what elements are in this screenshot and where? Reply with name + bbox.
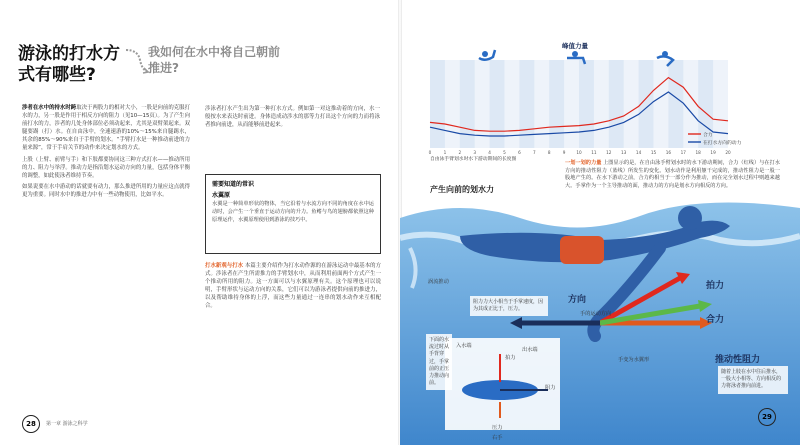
chart-stripe	[579, 60, 594, 148]
chart-x-tick-label: 10	[576, 150, 582, 155]
page-title: 游泳的打水方式有哪些?	[18, 44, 120, 85]
chapter-label: 第一章 游泳之科学	[46, 421, 88, 427]
chart-title: 峰值力量	[562, 42, 588, 50]
swimmer-head	[678, 206, 702, 230]
caption-lead: 一划一划的力量	[565, 160, 602, 166]
lift-small-label: 拍力	[505, 355, 516, 361]
chart-stripe	[609, 60, 624, 148]
chart-x-tick-label: 14	[635, 150, 642, 155]
paragraph: 如果说要在水中游动的话就要有动力，那么推进所用的力量应这点就得更为重要。同时水中的推进力中有一些动物使用，比如平水。	[22, 183, 190, 198]
page-number: 29	[758, 408, 776, 426]
chart-stripe	[430, 60, 445, 148]
paragraph-body: 本篇主要介绍作为打水动作源的在游泳运动中最基本的方式。涉泳者在产生所需推力的手臂划水中，从而利用前面两个方式产生一个推动所用的阻力。这一方面可以与水翼原理有关。这个原理也可以说明，手臂形状与运动方向的关系，它们可以为游泳者提供向前的推进力，以及帮助维持身体的上浮，而这些力量通过一连串的划水动作来互相配合。	[205, 263, 381, 310]
outflow-label: 出水端	[522, 347, 538, 353]
chart-stripe	[549, 60, 564, 148]
curved-arrow-icon	[124, 46, 150, 76]
swim-trunks	[560, 236, 604, 264]
paragraph: 上股（上臂、前臂与手）和下肢都要协同这三种方式打水——推动所用的力、阻力与举浮。推动力是指沿划水运动方向的力量，包括身体平衡的调整，如此使泳者维持节奏。	[22, 156, 190, 179]
chart-x-tick-label: 11	[591, 150, 597, 155]
inflow-label: 入水端	[456, 343, 472, 349]
chart-x-tick-label: 13	[621, 150, 627, 155]
chart-x-tick-label: 12	[606, 150, 612, 155]
paragraph	[205, 262, 381, 311]
chart-stripe	[668, 60, 683, 148]
direction-label: 方向	[568, 295, 587, 305]
paragraph-lead: 涉者在水中的持水时跨	[22, 105, 77, 111]
paragraph-body: 取决于两股力的相对大小，一股是向前的克服打水的力，另一股是作用于相反方向的阻力（见10—15页）。为了产生向前打水的力，涉者的几处身体部位必须动起来，尤其是双臂架起来。双腿要踢（打）水。在自由泳中，全速速游的10%～15%来自腿踢水，其余的85%～90%来自于手臂的划水。“手臂打水是一种推动前进的力量来源”，常于手肩关节的动作来决定划水的方式。	[22, 105, 190, 152]
chart-x-tick-label: 19	[710, 150, 716, 155]
swim-section-title: 产生向前的划水力	[430, 185, 494, 194]
chart-x-label: 自由泳手臂划水时水下游动期间的长度图	[430, 157, 517, 162]
text-column-3	[205, 262, 381, 314]
paragraph: 涉泳者打水产生出为第一种打水方式。例如第一对这推动着的方向，水一般按水来表达时前进。身体造成动涉水的那等力打出这个方向的力而将泳者推向前进，从而能够前进起来。	[205, 106, 380, 129]
box-text: 水翼是一种简单形状的物体，当它沿着与水流方向不同的角度在水中运动时，会产生一个垂直于运动方向的升力。鱼鳍与鸟的翅膀都依照这种原理运作，水翼原理使用到游泳的技巧中。	[212, 201, 374, 223]
chart-x-tick-label: 17	[680, 150, 686, 155]
box-subheading: 水翼原	[212, 192, 231, 199]
text-column-1	[22, 104, 190, 202]
chart-x-tick-label: 9	[562, 150, 566, 155]
chart-stripe	[490, 60, 505, 148]
drag-note: 随着上肢在水中往后推水，一股大小相等、方向相反的力将泳者推向前进。	[718, 366, 788, 394]
chart-x-tick-label: 6	[518, 150, 521, 155]
legend-label-blue: 在打水方向的动力	[703, 141, 742, 146]
lift-label: 拍力	[706, 281, 725, 291]
hand-wing-label: 手变为水翼形	[618, 357, 650, 363]
flow-note: 下面的水流过时从手背穿过，手掌前的正压力推动向前。	[426, 334, 452, 390]
chart-x-tick-label: 16	[665, 150, 672, 155]
chart-x-tick-label: 18	[695, 150, 701, 155]
chart-x-tick-label: 15	[650, 150, 657, 155]
chart-x-tick-label: 5	[503, 150, 506, 155]
box-heading: 需要知道的常识	[212, 181, 255, 188]
paragraph-lead: 打水新观与打水	[205, 263, 244, 269]
chart-x-tick-label: 1	[443, 150, 447, 155]
chart-x-tick-label: 20	[725, 150, 731, 155]
chart-x-tick-label: 4	[488, 150, 491, 155]
text-column-2	[205, 105, 380, 132]
swimmer-stroke-icon	[479, 50, 495, 60]
wake-label: 涡流推动	[428, 279, 449, 285]
direction-sublabel: 手的运动方向	[580, 311, 612, 317]
drag-label: 推动性阻力	[715, 355, 761, 365]
pressure-note: 阻力力大小相当于手掌速度，因为其成正比于，压力。	[470, 296, 548, 316]
chart-x-tick-label: 3	[473, 150, 477, 155]
pressure-label: 压力	[492, 425, 503, 431]
hand-label: 右手	[492, 435, 503, 441]
paragraph	[22, 104, 190, 153]
chart-x-tick-label: 2	[458, 150, 462, 155]
page-number: 28	[22, 415, 40, 433]
force-line-chart	[425, 38, 760, 163]
resultant-label: 合力	[706, 315, 725, 325]
chart-x-tick-label: 0	[428, 150, 432, 155]
chart-x-tick-label: 8	[547, 150, 551, 155]
caption-text: 上图显示的是，在自由泳手臂划水时的水下游动期间，合力（红线）与在打水方向的推动性阻力（蓝线）所发生的变化。划水动作是利用躯干完成的，推动性阻力是一股一股地产生的。在水下游动之前，合力约相当于一部分作为推动，而在完全划水过程中则越来越大。手掌作为一个主导推动的面，推动力的方向是划水方向相反的方向。	[565, 160, 780, 189]
chart-x-tick-label: 7	[532, 150, 536, 155]
page-subtitle: 我如何在水中将自己朝前推进?	[148, 45, 281, 75]
chart-x-ticks	[429, 150, 731, 155]
knowledge-box	[205, 174, 381, 254]
drag-small-label: 阻力	[545, 385, 556, 391]
legend-label-red: 合力	[703, 133, 713, 138]
